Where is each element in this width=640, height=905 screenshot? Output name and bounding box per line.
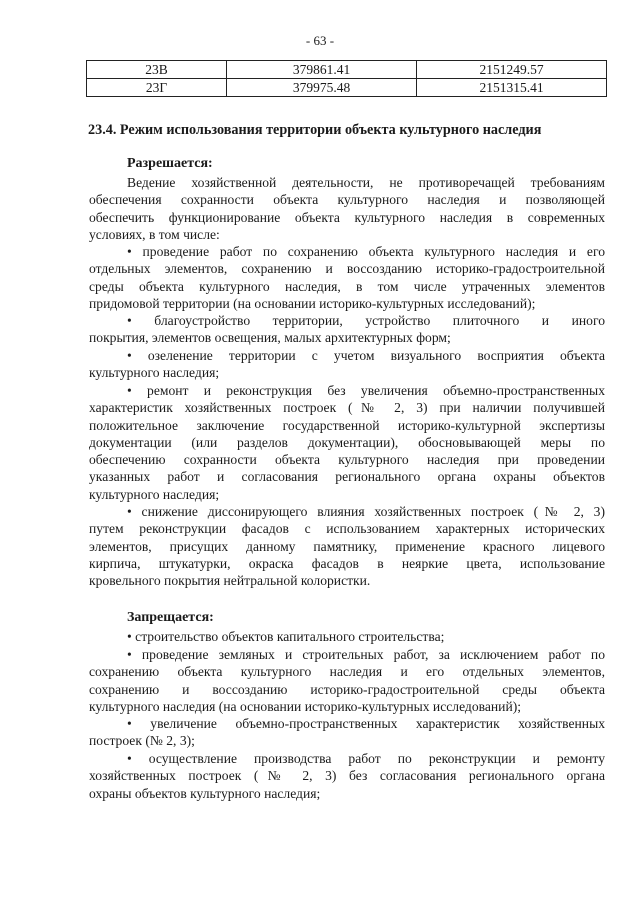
text-line: документации (или разделов документации), обосновывающей меры по [89,434,605,450]
text-line: • снижение диссонирующего влияния хозяйственных построек (№ 2, 3) [127,504,605,519]
text-line: среды объекта культурного наследия, в том числе утраченных элементов [89,278,605,294]
page-number: - 63 - [305,33,335,48]
text-line: культурного наследия (на основании историко-культурных исследований); [89,698,522,714]
allowed-item-restoration [89,243,605,312]
text-line: положительное заключение государственной историко-культурной экспертизы [89,417,605,433]
text-line: кровельного покрытия нейтральной колористки. [89,573,371,589]
table-cell-point: 23Г [87,79,227,97]
allowed-item-greening [89,347,605,382]
text-line: • проведение земляных и строительных работ, за исключением работ по [127,647,605,662]
coordinates-table [86,60,607,97]
prohibited-item-unapproved-works [89,750,605,802]
text-line: отдельных элементов, сохранению и воссозданию историко-градостроительной [89,261,605,277]
text-line: обеспечить функционирование объекта культурного наследия в современных [89,209,605,225]
text-line: • ремонт и реконструкция без увеличения объемно-пространственных [127,383,605,398]
table-cell-y: 2151315.41 [417,79,607,97]
text-line: • увеличение объемно-пространственных характеристик хозяйственных [127,716,605,731]
table-row [87,79,607,97]
text-line: • благоустройство территории, устройство плиточного и иного [127,313,605,328]
text-line: путем реконструкции фасадов с использованием характерных исторических [89,521,605,537]
text-line: сохранению и воссозданию историко-градостроительной среды объекта [89,681,605,697]
table-cell-x: 379861.41 [227,61,417,79]
allowed-item-landscaping [89,312,605,347]
text-line: • озеленение территории с учетом визуального восприятия объекта [127,348,605,363]
allowed-heading: Разрешается: [127,156,213,171]
text-line: кирпича, штукатурки, окраска фасадов в неяркие цвета, использование [89,555,605,571]
text-line: придомовой территории (на основании историко-культурных исследований); [89,295,536,311]
text-line: хозяйственных построек (№ 2, 3) без согласования регионального органа [89,768,605,784]
section-title: 23.4. Режим использования территории объекта культурного наследия [88,122,542,138]
allowed-item-repair [89,382,605,503]
text-line: указанных работ и согласования регионального органа охраны объектов [89,469,605,485]
text-line: построек (№ 2, 3); [89,733,195,749]
text-line: элементов, присущих данному памятнику, применение красного лицевого [89,538,605,554]
text-line: характеристик хозяйственных построек (№ 2, 3) при наличии получившей [89,400,605,416]
text-line: охраны объектов культурного наследия; [89,785,321,801]
allowed-intro [89,174,605,243]
text-line: культурного наследия; [89,365,220,381]
allowed-item-facades [89,503,605,589]
prohibited-item-construction [89,628,605,645]
text-line: • осуществление производства работ по реконструкции и ремонту [127,751,605,766]
text-line: • строительство объектов капитального строительства; [127,629,445,644]
table-cell-x: 379975.48 [227,79,417,97]
text-line: обеспечению сохранности объекта культурного наследия при проведении [89,452,605,468]
prohibited-item-earthworks [89,646,605,715]
table-row [87,61,607,79]
table-cell-point: 23В [87,61,227,79]
text-line: условиях, в том числе: [89,226,220,242]
text-line: сохранению объекта культурного наследия и его отдельных элементов, [89,664,605,680]
text-line: • проведение работ по сохранению объекта культурного наследия и его [127,244,605,259]
text-line: покрытия, элементов освещения, малых архитектурных форм; [89,330,451,346]
prohibited-heading: Запрещается: [127,610,214,625]
text-line: обеспечения сохранности объекта культурного наследия и позволяющей [89,192,605,208]
text-line: культурного наследия; [89,486,220,502]
table-cell-y: 2151249.57 [417,61,607,79]
prohibited-item-volume-increase [89,715,605,750]
text-line: Ведение хозяйственной деятельности, не противоречащей требованиям [127,175,605,190]
